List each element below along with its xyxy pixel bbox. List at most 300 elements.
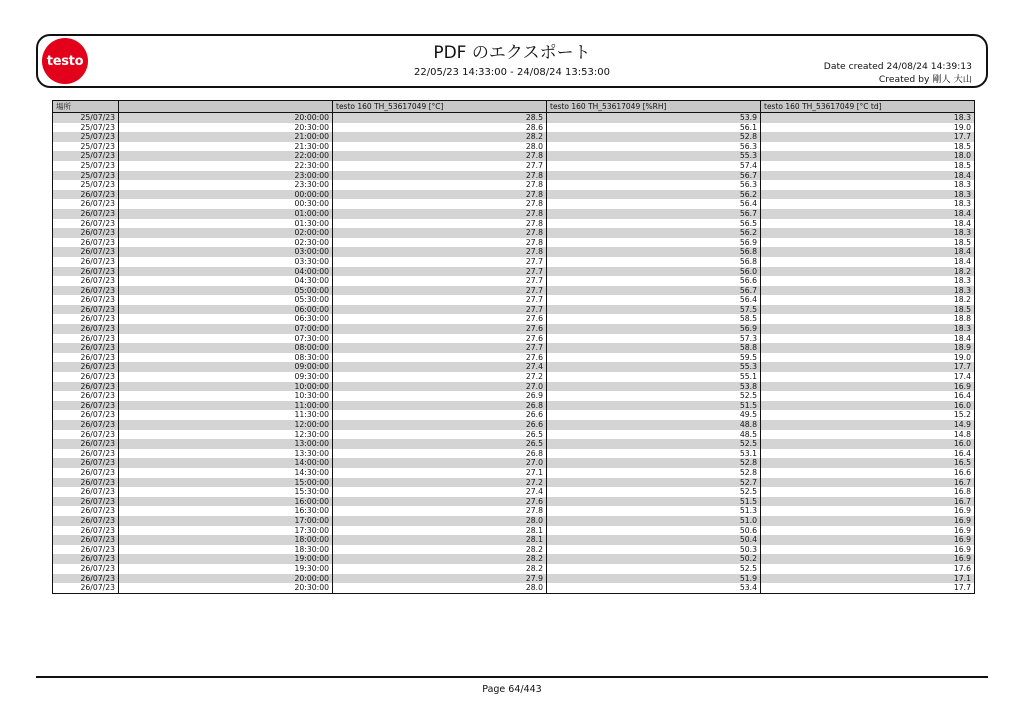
cell-time: 13:00:00 xyxy=(119,439,333,449)
cell-dewpoint: 18.4 xyxy=(761,209,975,219)
cell-time: 02:00:00 xyxy=(119,228,333,238)
cell-humidity: 56.0 xyxy=(547,267,761,277)
table-row xyxy=(53,362,975,372)
table-row xyxy=(53,161,975,171)
cell-dewpoint: 17.7 xyxy=(761,583,975,593)
cell-date: 26/07/23 xyxy=(53,430,119,440)
cell-humidity: 53.8 xyxy=(547,382,761,392)
cell-temperature: 27.7 xyxy=(333,295,547,305)
cell-humidity: 53.1 xyxy=(547,449,761,459)
cell-temperature: 27.8 xyxy=(333,209,547,219)
cell-temperature: 28.0 xyxy=(333,142,547,152)
table-row xyxy=(53,478,975,488)
cell-date: 26/07/23 xyxy=(53,305,119,315)
cell-humidity: 56.7 xyxy=(547,209,761,219)
cell-temperature: 27.0 xyxy=(333,458,547,468)
cell-temperature: 27.6 xyxy=(333,324,547,334)
cell-temperature: 26.5 xyxy=(333,439,547,449)
column-header-time xyxy=(119,101,333,113)
cell-time: 11:30:00 xyxy=(119,410,333,420)
cell-humidity: 52.8 xyxy=(547,468,761,478)
cell-time: 18:30:00 xyxy=(119,545,333,555)
table-row xyxy=(53,545,975,555)
cell-temperature: 27.8 xyxy=(333,238,547,248)
cell-humidity: 52.5 xyxy=(547,564,761,574)
table-row xyxy=(53,295,975,305)
column-header-humidity: testo 160 TH_53617049 [%RH] xyxy=(547,101,761,113)
table-body xyxy=(53,113,975,594)
cell-humidity: 51.3 xyxy=(547,506,761,516)
cell-date: 25/07/23 xyxy=(53,180,119,190)
cell-humidity: 52.7 xyxy=(547,478,761,488)
cell-temperature: 27.8 xyxy=(333,228,547,238)
cell-temperature: 27.2 xyxy=(333,372,547,382)
table-row xyxy=(53,382,975,392)
cell-dewpoint: 18.3 xyxy=(761,199,975,209)
cell-humidity: 53.4 xyxy=(547,583,761,593)
cell-time: 14:00:00 xyxy=(119,458,333,468)
cell-temperature: 27.6 xyxy=(333,353,547,363)
cell-time: 21:00:00 xyxy=(119,132,333,142)
cell-humidity: 52.5 xyxy=(547,391,761,401)
cell-time: 06:00:00 xyxy=(119,305,333,315)
table-row xyxy=(53,314,975,324)
cell-temperature: 27.8 xyxy=(333,171,547,181)
cell-temperature: 26.5 xyxy=(333,430,547,440)
cell-date: 26/07/23 xyxy=(53,247,119,257)
cell-humidity: 48.5 xyxy=(547,430,761,440)
cell-date: 26/07/23 xyxy=(53,391,119,401)
cell-temperature: 27.7 xyxy=(333,305,547,315)
cell-time: 17:30:00 xyxy=(119,526,333,536)
cell-date: 26/07/23 xyxy=(53,449,119,459)
cell-dewpoint: 18.3 xyxy=(761,276,975,286)
cell-time: 14:30:00 xyxy=(119,468,333,478)
cell-dewpoint: 18.3 xyxy=(761,180,975,190)
cell-dewpoint: 18.3 xyxy=(761,324,975,334)
table-row xyxy=(53,487,975,497)
report-meta xyxy=(824,60,972,86)
table-row xyxy=(53,324,975,334)
cell-time: 09:30:00 xyxy=(119,372,333,382)
cell-humidity: 53.9 xyxy=(547,113,761,123)
cell-date: 26/07/23 xyxy=(53,276,119,286)
cell-dewpoint: 17.7 xyxy=(761,132,975,142)
table-row xyxy=(53,554,975,564)
cell-date: 26/07/23 xyxy=(53,314,119,324)
cell-dewpoint: 16.0 xyxy=(761,401,975,411)
cell-temperature: 27.8 xyxy=(333,219,547,229)
cell-date: 26/07/23 xyxy=(53,219,119,229)
cell-time: 15:30:00 xyxy=(119,487,333,497)
cell-temperature: 27.4 xyxy=(333,487,547,497)
cell-temperature: 27.7 xyxy=(333,267,547,277)
cell-time: 23:30:00 xyxy=(119,180,333,190)
cell-humidity: 56.7 xyxy=(547,171,761,181)
cell-time: 07:00:00 xyxy=(119,324,333,334)
cell-dewpoint: 16.6 xyxy=(761,468,975,478)
cell-date: 26/07/23 xyxy=(53,228,119,238)
table-row xyxy=(53,526,975,536)
cell-humidity: 58.5 xyxy=(547,314,761,324)
cell-date: 26/07/23 xyxy=(53,343,119,353)
cell-dewpoint: 16.9 xyxy=(761,535,975,545)
cell-temperature: 28.1 xyxy=(333,526,547,536)
cell-humidity: 57.4 xyxy=(547,161,761,171)
cell-date: 25/07/23 xyxy=(53,142,119,152)
cell-dewpoint: 16.9 xyxy=(761,545,975,555)
cell-date: 26/07/23 xyxy=(53,286,119,296)
cell-date: 26/07/23 xyxy=(53,574,119,584)
page-title: PDF のエクスポート xyxy=(433,43,591,63)
cell-temperature: 26.8 xyxy=(333,401,547,411)
cell-dewpoint: 18.2 xyxy=(761,267,975,277)
cell-dewpoint: 18.4 xyxy=(761,257,975,267)
cell-dewpoint: 18.4 xyxy=(761,247,975,257)
cell-date: 26/07/23 xyxy=(53,324,119,334)
cell-date: 25/07/23 xyxy=(53,171,119,181)
cell-dewpoint: 17.7 xyxy=(761,362,975,372)
cell-humidity: 50.6 xyxy=(547,526,761,536)
cell-date: 26/07/23 xyxy=(53,257,119,267)
cell-date: 25/07/23 xyxy=(53,113,119,123)
cell-humidity: 51.5 xyxy=(547,497,761,507)
cell-humidity: 56.4 xyxy=(547,199,761,209)
cell-temperature: 27.7 xyxy=(333,286,547,296)
cell-time: 02:30:00 xyxy=(119,238,333,248)
cell-temperature: 26.8 xyxy=(333,449,547,459)
table-row xyxy=(53,209,975,219)
table-row xyxy=(53,219,975,229)
cell-dewpoint: 18.2 xyxy=(761,295,975,305)
cell-humidity: 51.9 xyxy=(547,574,761,584)
cell-time: 04:00:00 xyxy=(119,267,333,277)
cell-dewpoint: 18.5 xyxy=(761,238,975,248)
cell-dewpoint: 16.0 xyxy=(761,439,975,449)
cell-temperature: 28.2 xyxy=(333,545,547,555)
table-row xyxy=(53,401,975,411)
cell-temperature: 28.1 xyxy=(333,535,547,545)
cell-dewpoint: 16.7 xyxy=(761,478,975,488)
date-created: Date created 24/08/24 14:39:13 xyxy=(823,61,972,72)
cell-time: 10:00:00 xyxy=(119,382,333,392)
cell-time: 13:30:00 xyxy=(119,449,333,459)
cell-humidity: 56.9 xyxy=(547,324,761,334)
table-row xyxy=(53,199,975,209)
cell-humidity: 56.5 xyxy=(547,219,761,229)
cell-dewpoint: 18.3 xyxy=(761,286,975,296)
cell-date: 26/07/23 xyxy=(53,468,119,478)
cell-humidity: 58.8 xyxy=(547,343,761,353)
cell-time: 18:00:00 xyxy=(119,535,333,545)
cell-temperature: 28.2 xyxy=(333,554,547,564)
cell-dewpoint: 18.4 xyxy=(761,171,975,181)
cell-time: 01:00:00 xyxy=(119,209,333,219)
cell-temperature: 27.8 xyxy=(333,151,547,161)
date-range: 22/05/23 14:33:00 - 24/08/24 13:53:00 xyxy=(414,67,610,78)
cell-date: 26/07/23 xyxy=(53,382,119,392)
cell-time: 00:30:00 xyxy=(119,199,333,209)
cell-date: 26/07/23 xyxy=(53,487,119,497)
cell-time: 04:30:00 xyxy=(119,276,333,286)
cell-time: 08:00:00 xyxy=(119,343,333,353)
created-by: Created by 剛人 大山 xyxy=(878,74,972,85)
table-row xyxy=(53,123,975,133)
table-row xyxy=(53,497,975,507)
cell-temperature: 27.2 xyxy=(333,478,547,488)
cell-temperature: 27.7 xyxy=(333,343,547,353)
cell-time: 19:00:00 xyxy=(119,554,333,564)
cell-dewpoint: 16.8 xyxy=(761,487,975,497)
table-row xyxy=(53,420,975,430)
cell-date: 26/07/23 xyxy=(53,372,119,382)
cell-time: 15:00:00 xyxy=(119,478,333,488)
cell-temperature: 27.8 xyxy=(333,247,547,257)
page-number: Page 64/443 xyxy=(482,684,542,695)
cell-temperature: 27.7 xyxy=(333,257,547,267)
table-row xyxy=(53,535,975,545)
table-row xyxy=(53,276,975,286)
cell-humidity: 56.1 xyxy=(547,123,761,133)
cell-humidity: 48.8 xyxy=(547,420,761,430)
cell-temperature: 27.8 xyxy=(333,190,547,200)
table-row xyxy=(53,267,975,277)
cell-date: 26/07/23 xyxy=(53,209,119,219)
table-row xyxy=(53,142,975,152)
cell-date: 26/07/23 xyxy=(53,545,119,555)
table-row xyxy=(53,449,975,459)
column-header-dewpoint: testo 160 TH_53617049 [°C td] xyxy=(761,101,975,113)
cell-time: 12:30:00 xyxy=(119,430,333,440)
cell-date: 26/07/23 xyxy=(53,554,119,564)
cell-dewpoint: 14.8 xyxy=(761,430,975,440)
table-row xyxy=(53,468,975,478)
cell-date: 26/07/23 xyxy=(53,334,119,344)
table-row xyxy=(53,113,975,123)
cell-date: 26/07/23 xyxy=(53,199,119,209)
cell-time: 20:00:00 xyxy=(119,113,333,123)
cell-dewpoint: 19.0 xyxy=(761,123,975,133)
cell-humidity: 49.5 xyxy=(547,410,761,420)
cell-humidity: 56.2 xyxy=(547,228,761,238)
cell-temperature: 27.9 xyxy=(333,574,547,584)
table-row xyxy=(53,257,975,267)
table-row xyxy=(53,430,975,440)
table-row xyxy=(53,180,975,190)
cell-date: 26/07/23 xyxy=(53,238,119,248)
table-row xyxy=(53,574,975,584)
column-header-location: 場所 xyxy=(53,101,119,113)
table-row xyxy=(53,516,975,526)
table-row xyxy=(53,228,975,238)
cell-time: 17:00:00 xyxy=(119,516,333,526)
cell-dewpoint: 17.4 xyxy=(761,372,975,382)
cell-time: 05:30:00 xyxy=(119,295,333,305)
cell-humidity: 56.8 xyxy=(547,247,761,257)
cell-dewpoint: 18.3 xyxy=(761,228,975,238)
table-row xyxy=(53,171,975,181)
cell-humidity: 56.6 xyxy=(547,276,761,286)
cell-humidity: 56.2 xyxy=(547,190,761,200)
cell-humidity: 51.0 xyxy=(547,516,761,526)
cell-dewpoint: 18.5 xyxy=(761,142,975,152)
cell-dewpoint: 18.3 xyxy=(761,113,975,123)
report-header xyxy=(36,34,988,88)
table-row xyxy=(53,353,975,363)
cell-temperature: 27.6 xyxy=(333,314,547,324)
table-row xyxy=(53,564,975,574)
cell-date: 26/07/23 xyxy=(53,267,119,277)
cell-date: 25/07/23 xyxy=(53,161,119,171)
cell-humidity: 51.5 xyxy=(547,401,761,411)
cell-date: 25/07/23 xyxy=(53,151,119,161)
cell-dewpoint: 18.5 xyxy=(761,305,975,315)
table-row xyxy=(53,334,975,344)
cell-time: 00:00:00 xyxy=(119,190,333,200)
cell-time: 20:30:00 xyxy=(119,123,333,133)
cell-date: 26/07/23 xyxy=(53,295,119,305)
cell-time: 19:30:00 xyxy=(119,564,333,574)
cell-humidity: 55.3 xyxy=(547,362,761,372)
cell-humidity: 56.7 xyxy=(547,286,761,296)
cell-time: 11:00:00 xyxy=(119,401,333,411)
cell-humidity: 57.5 xyxy=(547,305,761,315)
cell-date: 26/07/23 xyxy=(53,362,119,372)
cell-date: 26/07/23 xyxy=(53,583,119,593)
cell-humidity: 52.8 xyxy=(547,132,761,142)
cell-temperature: 28.2 xyxy=(333,564,547,574)
cell-time: 03:30:00 xyxy=(119,257,333,267)
cell-dewpoint: 16.9 xyxy=(761,506,975,516)
cell-temperature: 27.4 xyxy=(333,362,547,372)
cell-temperature: 26.9 xyxy=(333,391,547,401)
cell-temperature: 27.8 xyxy=(333,180,547,190)
table-row xyxy=(53,391,975,401)
cell-temperature: 27.6 xyxy=(333,334,547,344)
footer-divider xyxy=(36,676,988,678)
table-row xyxy=(53,506,975,516)
cell-humidity: 56.8 xyxy=(547,257,761,267)
column-header-temperature: testo 160 TH_53617049 [°C] xyxy=(333,101,547,113)
table-row xyxy=(53,410,975,420)
cell-humidity: 56.4 xyxy=(547,295,761,305)
cell-humidity: 56.3 xyxy=(547,142,761,152)
table-row xyxy=(53,372,975,382)
cell-date: 26/07/23 xyxy=(53,535,119,545)
cell-dewpoint: 18.0 xyxy=(761,151,975,161)
cell-temperature: 28.5 xyxy=(333,113,547,123)
measurement-table xyxy=(52,100,975,594)
table-row xyxy=(53,190,975,200)
cell-time: 21:30:00 xyxy=(119,142,333,152)
cell-date: 26/07/23 xyxy=(53,458,119,468)
cell-date: 26/07/23 xyxy=(53,190,119,200)
cell-humidity: 55.1 xyxy=(547,372,761,382)
cell-dewpoint: 18.4 xyxy=(761,219,975,229)
cell-temperature: 27.0 xyxy=(333,382,547,392)
cell-temperature: 27.1 xyxy=(333,468,547,478)
cell-time: 16:30:00 xyxy=(119,506,333,516)
table-row xyxy=(53,132,975,142)
cell-dewpoint: 14.9 xyxy=(761,420,975,430)
cell-date: 26/07/23 xyxy=(53,353,119,363)
cell-date: 25/07/23 xyxy=(53,123,119,133)
cell-date: 26/07/23 xyxy=(53,506,119,516)
table-row xyxy=(53,458,975,468)
cell-humidity: 56.3 xyxy=(547,180,761,190)
cell-humidity: 52.5 xyxy=(547,487,761,497)
cell-temperature: 27.6 xyxy=(333,497,547,507)
table-row xyxy=(53,583,975,593)
cell-temperature: 27.7 xyxy=(333,161,547,171)
table-row xyxy=(53,286,975,296)
cell-dewpoint: 18.8 xyxy=(761,314,975,324)
cell-date: 26/07/23 xyxy=(53,564,119,574)
cell-dewpoint: 18.5 xyxy=(761,161,975,171)
cell-time: 08:30:00 xyxy=(119,353,333,363)
logo-text: testo xyxy=(46,53,84,69)
cell-date: 26/07/23 xyxy=(53,410,119,420)
cell-temperature: 28.6 xyxy=(333,123,547,133)
cell-temperature: 28.2 xyxy=(333,132,547,142)
cell-time: 09:00:00 xyxy=(119,362,333,372)
table-row xyxy=(53,151,975,161)
cell-humidity: 56.9 xyxy=(547,238,761,248)
cell-time: 12:00:00 xyxy=(119,420,333,430)
cell-temperature: 26.6 xyxy=(333,410,547,420)
cell-dewpoint: 16.9 xyxy=(761,382,975,392)
cell-time: 10:30:00 xyxy=(119,391,333,401)
cell-humidity: 50.4 xyxy=(547,535,761,545)
cell-time: 01:30:00 xyxy=(119,219,333,229)
cell-date: 26/07/23 xyxy=(53,439,119,449)
cell-time: 16:00:00 xyxy=(119,497,333,507)
cell-humidity: 50.3 xyxy=(547,545,761,555)
cell-temperature: 28.0 xyxy=(333,583,547,593)
cell-time: 22:30:00 xyxy=(119,161,333,171)
cell-humidity: 57.3 xyxy=(547,334,761,344)
cell-dewpoint: 17.6 xyxy=(761,564,975,574)
cell-time: 03:00:00 xyxy=(119,247,333,257)
cell-temperature: 27.8 xyxy=(333,199,547,209)
cell-date: 26/07/23 xyxy=(53,497,119,507)
cell-dewpoint: 18.4 xyxy=(761,334,975,344)
cell-temperature: 27.7 xyxy=(333,276,547,286)
cell-dewpoint: 16.9 xyxy=(761,516,975,526)
table-row xyxy=(53,439,975,449)
cell-temperature: 27.8 xyxy=(333,506,547,516)
cell-dewpoint: 16.9 xyxy=(761,526,975,536)
cell-date: 25/07/23 xyxy=(53,132,119,142)
cell-time: 07:30:00 xyxy=(119,334,333,344)
cell-date: 26/07/23 xyxy=(53,478,119,488)
cell-humidity: 55.3 xyxy=(547,151,761,161)
cell-time: 23:00:00 xyxy=(119,171,333,181)
cell-humidity: 52.5 xyxy=(547,439,761,449)
cell-date: 26/07/23 xyxy=(53,420,119,430)
cell-dewpoint: 16.9 xyxy=(761,554,975,564)
cell-date: 26/07/23 xyxy=(53,526,119,536)
cell-humidity: 52.8 xyxy=(547,458,761,468)
cell-time: 06:30:00 xyxy=(119,314,333,324)
cell-dewpoint: 16.5 xyxy=(761,458,975,468)
cell-humidity: 50.2 xyxy=(547,554,761,564)
table-header-row xyxy=(53,101,975,113)
cell-dewpoint: 18.9 xyxy=(761,343,975,353)
cell-dewpoint: 16.4 xyxy=(761,449,975,459)
cell-date: 26/07/23 xyxy=(53,516,119,526)
cell-dewpoint: 19.0 xyxy=(761,353,975,363)
